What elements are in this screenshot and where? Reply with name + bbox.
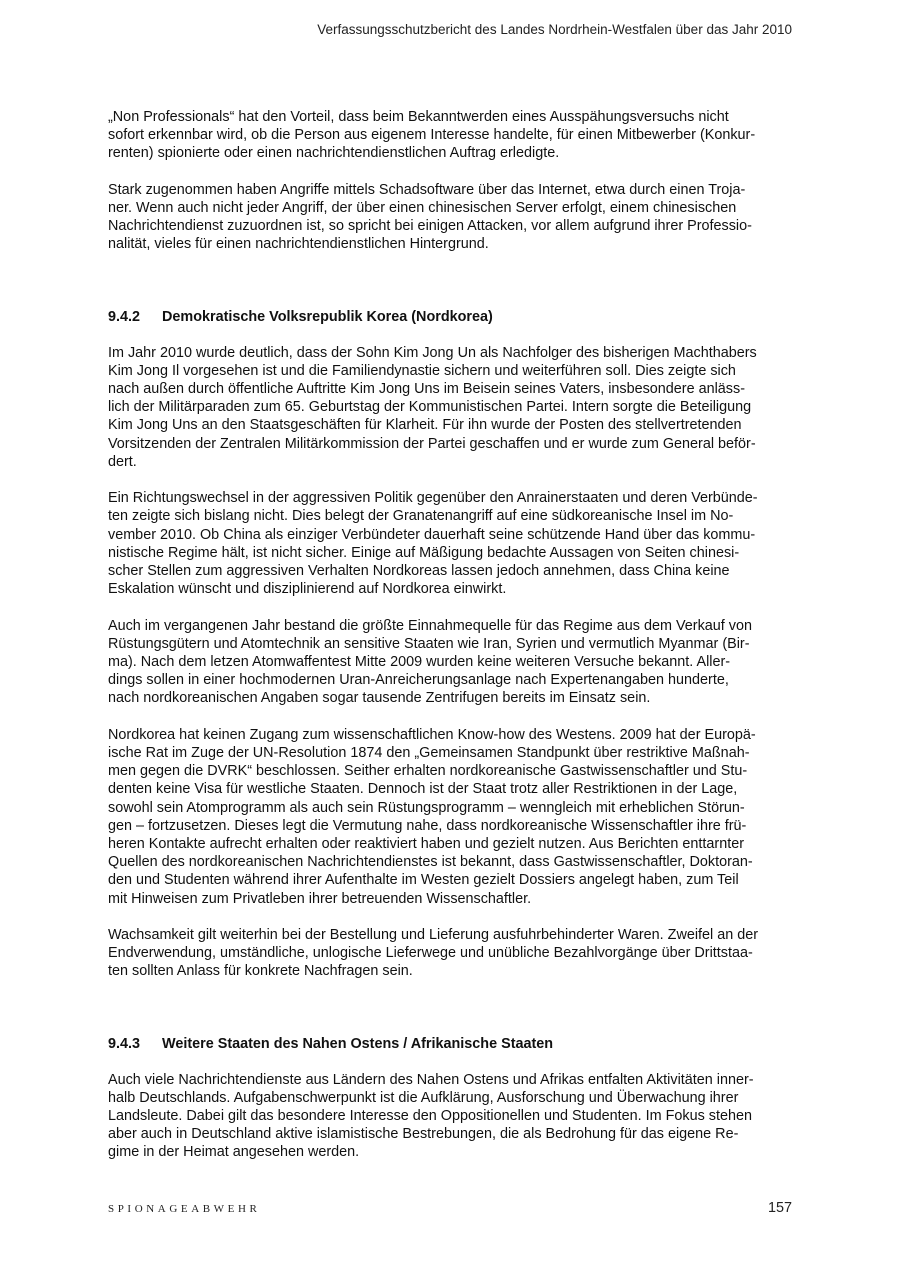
section-number: 9.4.3 — [108, 1035, 141, 1052]
section1-paragraph-4: Nordkorea hat keinen Zugang zum wissenschaftlichen Know-how des Westens. 2009 hat der Europä- ische Rat im Zuge der UN-Resolution 1874 den „Gemeinsamen Standpunkt über restriktive Maßnah- men gegen die DVRK“ beschlossen. Seither erhalten nordkoreanische Gastwissenschaftler und Stu- denten keine Visa für westliche Staaten. Dennoch ist der Staat trotz aller Restriktionen in der Lage, sowohl sein Atomprogramm als auch sein Rüstungsprogramm – wenngleich mit erheblichen Störun- gen – fortzusetzen. Dieses legt die Vermutung nahe, dass nordkoreanische Wissenschaftler ihre frü- heren Kontakte aufrecht erhalten oder reaktiviert haben und gezielt nutzen. Aus Berichten enttarnter Quellen des nordkoreanischen Nachrichtendienstes ist bekannt, dass Gastwissenschaftler, Doktoran- den und Studenten während ihrer Aufenthalte im Westen gezielt Dossiers angelegt haben, zum Teil mit Hinweisen zum Privatleben ihrer betreuenden Wissenschaftler. — [108, 726, 756, 907]
running-header: Verfassungsschutzbericht des Landes Nordrhein-Westfalen über das Jahr 2010 — [317, 22, 792, 37]
section-title: Demokratische Volksrepublik Korea (Nordkorea) — [162, 308, 493, 325]
intro-paragraph-1: „Non Professionals“ hat den Vorteil, dass beim Bekanntwerden eines Ausspähungsversuchs nicht sofort erkennbar wird, ob die Person aus eigenem Interesse handelte, für einen Mitbewerber (Konkur- renten) spionierte oder einen nachrichtendienstlichen Auftrag erledigte. — [108, 109, 756, 162]
section1-paragraph-3: Auch im vergangenen Jahr bestand die größte Einnahmequelle für das Regime aus dem Verkauf von Rüstungsgütern und Atomtechnik an sensitive Staaten wie Iran, Syrien und vermutlich Myanmar (Bir- ma). Nach dem letzen Atomwaffentest Mitte 2009 wurden keine weiteren Versuche bekannt. Aller- dings sollen in einer hochmodernen Uran-Anreicherungsanlage nach Expertenangaben hunderte, nach nordkoreanischen Angaben sogar tausende Zentrifugen bereits im Einsatz sein. — [108, 617, 752, 707]
page-body — [108, 108, 792, 1180]
section1-paragraph-5: Wachsamkeit gilt weiterhin bei der Bestellung und Lieferung ausfuhrbehinderter Waren. Zweifel an der Endverwendung, umständliche, unlogische Lieferwege und unübliche Bezahlvorgänge über Drittstaa- ten sollten Anlass für konkrete Nachfragen sein. — [108, 927, 759, 980]
page-number: 157 — [767, 1200, 792, 1216]
footer-section-label: SPIONAGEABWEHR — [108, 1203, 261, 1215]
intro-paragraph-2: Stark zugenommen haben Angriffe mittels Schadsoftware über das Internet, etwa durch einen Troja- ner. Wenn auch nicht jeder Angriff, der über einen chinesischen Server erfolgt, einem chinesischen Nachrichtendienst zuzuordnen ist, so spricht bei einigen Attacken, vor allem aufgrund ihrer Professio- nalität, vieles für einen nachrichtendienstlichen Hintergrund. — [108, 181, 752, 253]
section2-paragraph-1: Auch viele Nachrichtendienste aus Ländern des Nahen Ostens und Afrikas entfalten Aktivitäten inner- halb Deutschlands. Aufgabenschwerpunkt ist die Aufklärung, Ausforschung und Überwachung ihrer Landsleute. Dabei gilt das besondere Interesse den Oppositionellen und Studenten. Im Fokus stehen aber auch in Deutschland aktive islamistische Bestrebungen, die als Bedrohung für das eigene Re- gime in der Heimat angesehen werden. — [108, 1071, 754, 1161]
section-heading-9-4-2 — [108, 308, 792, 326]
section1-paragraph-1: Im Jahr 2010 wurde deutlich, dass der Sohn Kim Jong Un als Nachfolger des bisherigen Machthabers Kim Jong Il vorgesehen ist und die Familiendynastie sichern und weiterführen soll. Dies zeigte sich nach außen durch öffentliche Auftritte Kim Jong Uns im Beisein seines Vaters, insbesondere anläss- lich der Militärparaden zum 65. Geburtstag der Kommunistischen Partei. Intern sorgte die Beteiligung Kim Jong Uns an den Staatsgeschäften für Klarheit. Für ihn wurde der Posten des stellvertretenden Vorsitzenden der Zentralen Militärkommission der Partei geschaffen und er wurde zum General beför- dert. — [108, 344, 757, 470]
section-title: Weitere Staaten des Nahen Ostens / Afrikanische Staaten — [162, 1035, 554, 1052]
section-number: 9.4.2 — [108, 308, 141, 325]
section1-paragraph-2: Ein Richtungswechsel in der aggressiven Politik gegenüber den Anrainerstaaten und deren Verbünde- ten zeigte sich bislang nicht. Dies belegt der Granatenangriff auf eine südkoreanische Insel im No- vember 2010. Ob China als einziger Verbündeter dauerhaft seine schützende Hand über das kommu- nistische Regime hält, ist nicht sicher. Einige auf Mäßigung bedachte Aussagen von Seiten chinesi- scher Stellen zum aggressiven Verhalten Nordkoreas lassen jedoch annehmen, dass China keine Eskalation wünscht und disziplinierend auf Nordkorea einwirkt. — [108, 490, 758, 598]
section-heading-9-4-3 — [108, 1035, 792, 1053]
